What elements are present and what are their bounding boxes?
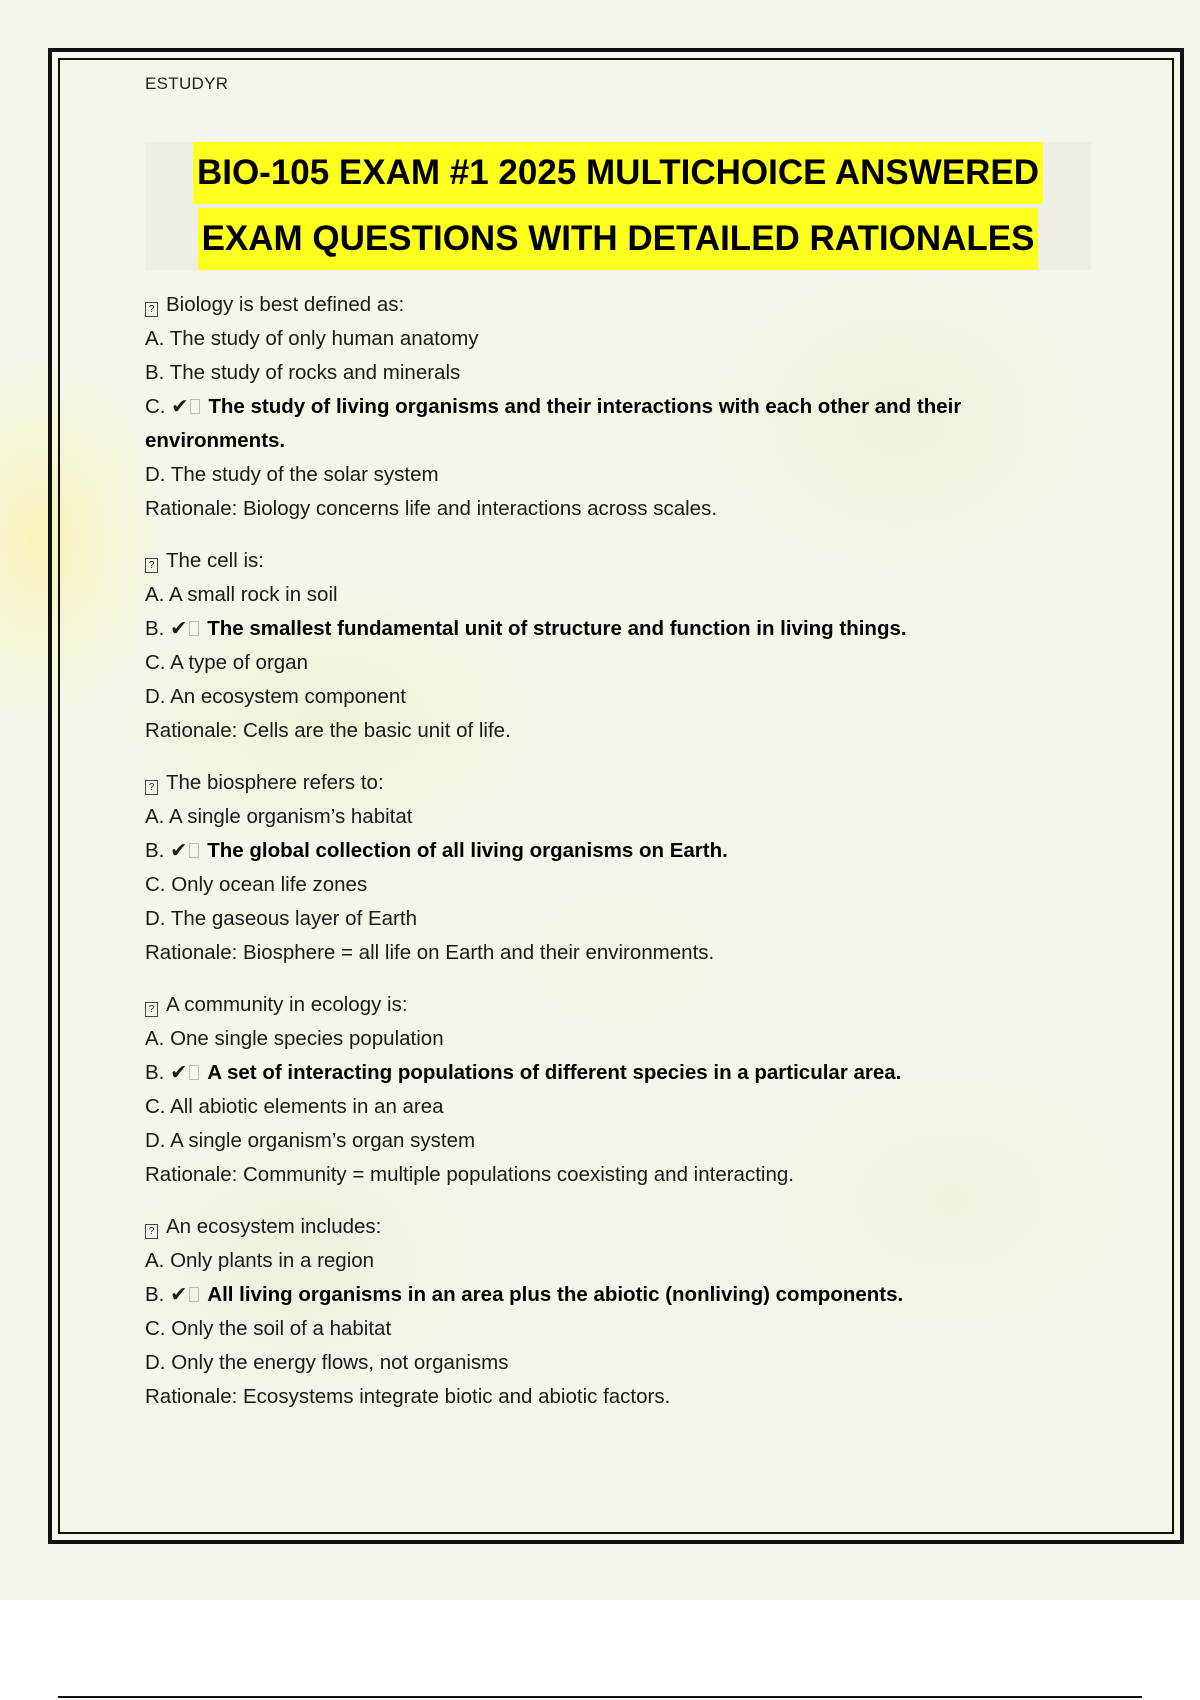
answer-option xyxy=(145,1346,1085,1380)
option-label: D. xyxy=(145,1129,166,1152)
option-text: Only the energy flows, not organisms xyxy=(171,1351,509,1374)
checkmark-icon: ✔ xyxy=(170,617,188,640)
question-list xyxy=(145,288,1085,1432)
question-block xyxy=(145,1210,1085,1414)
option-label: D. xyxy=(145,907,166,930)
option-text: An ecosystem component xyxy=(170,685,406,708)
rationale-text: Rationale: Community = multiple populations coexisting and interacting. xyxy=(145,1163,794,1186)
question-stem-text: The biosphere refers to: xyxy=(166,771,384,794)
brand-label: ESTUDYR xyxy=(145,74,229,93)
question-stem xyxy=(145,1210,1085,1244)
option-text: A type of organ xyxy=(170,651,308,674)
missing-glyph-icon xyxy=(189,1065,199,1080)
question-stem-text: Biology is best defined as: xyxy=(166,293,405,316)
option-label: C. xyxy=(145,873,166,896)
title-line-1: BIO-105 EXAM #1 2025 MULTICHOICE ANSWERED xyxy=(193,142,1043,204)
option-label: A. xyxy=(145,805,165,828)
option-text: One single species population xyxy=(170,1027,444,1050)
answer-option xyxy=(145,1022,1085,1056)
option-text: A single organism’s habitat xyxy=(168,805,413,828)
option-text: A single organism’s organ system xyxy=(170,1129,476,1152)
correct-answer-option xyxy=(145,834,1085,868)
rationale-text: Rationale: Biosphere = all life on Earth and their environments. xyxy=(145,941,715,964)
option-label: D. xyxy=(145,463,166,486)
option-label: C. xyxy=(145,395,166,418)
option-text: The study of the solar system xyxy=(170,463,439,486)
option-label: A. xyxy=(145,1249,165,1272)
correct-answer-option xyxy=(145,390,1085,458)
missing-glyph-icon xyxy=(189,621,199,636)
question-stem xyxy=(145,988,1085,1022)
option-text: Only ocean life zones xyxy=(171,873,368,896)
question-box-icon: ? xyxy=(145,558,158,573)
question-block xyxy=(145,988,1085,1192)
checkmark-icon: ✔ xyxy=(171,395,189,418)
answer-option xyxy=(145,578,1085,612)
option-text: A small rock in soil xyxy=(168,583,338,606)
option-text: The study of only human anatomy xyxy=(169,327,479,350)
rationale-text: Rationale: Biology concerns life and interactions across scales. xyxy=(145,497,718,520)
missing-glyph-icon xyxy=(189,1287,199,1302)
option-label: B. xyxy=(145,361,165,384)
option-label: A. xyxy=(145,327,165,350)
option-label: B. xyxy=(145,1283,165,1306)
question-block xyxy=(145,288,1085,526)
checkmark-icon: ✔ xyxy=(170,839,188,862)
missing-glyph-icon xyxy=(189,843,199,858)
option-label: B. xyxy=(145,617,165,640)
answer-option xyxy=(145,1244,1085,1278)
option-text: The study of rocks and minerals xyxy=(169,361,461,384)
correct-answer-option xyxy=(145,1278,1085,1312)
option-text: A set of interacting populations of different species in a particular area. xyxy=(207,1061,902,1084)
option-label: A. xyxy=(145,583,165,606)
rationale-text: Rationale: Ecosystems integrate biotic and abiotic factors. xyxy=(145,1385,671,1408)
question-stem-text: A community in ecology is: xyxy=(166,993,408,1016)
title-line-2: EXAM QUESTIONS WITH DETAILED RATIONALES xyxy=(198,208,1039,270)
option-text: The study of living organisms and their interactions with each other and their environments. xyxy=(145,395,962,452)
answer-option xyxy=(145,458,1085,492)
document-title xyxy=(145,142,1091,270)
answer-option xyxy=(145,1090,1085,1124)
question-box-icon: ? xyxy=(145,1002,158,1017)
question-stem xyxy=(145,288,1085,322)
question-box-icon: ? xyxy=(145,1224,158,1239)
option-label: D. xyxy=(145,685,166,708)
answer-option xyxy=(145,902,1085,936)
option-text: The global collection of all living organisms on Earth. xyxy=(207,839,728,862)
option-label: C. xyxy=(145,651,166,674)
answer-option xyxy=(145,868,1085,902)
question-stem xyxy=(145,544,1085,578)
checkmark-icon: ✔ xyxy=(170,1283,188,1306)
option-label: D. xyxy=(145,1351,166,1374)
option-text: The smallest fundamental unit of structure and function in living things. xyxy=(207,617,907,640)
checkmark-icon: ✔ xyxy=(170,1061,188,1084)
question-box-icon: ? xyxy=(145,780,158,795)
answer-option xyxy=(145,680,1085,714)
option-text: All abiotic elements in an area xyxy=(170,1095,444,1118)
option-label: C. xyxy=(145,1095,166,1118)
option-label: A. xyxy=(145,1027,165,1050)
option-label: B. xyxy=(145,839,165,862)
answer-option xyxy=(145,356,1085,390)
option-text: The gaseous layer of Earth xyxy=(170,907,417,930)
answer-option xyxy=(145,1124,1085,1158)
answer-option xyxy=(145,322,1085,356)
question-stem xyxy=(145,766,1085,800)
answer-option xyxy=(145,800,1085,834)
footer-rule xyxy=(58,1696,1142,1698)
answer-option xyxy=(145,646,1085,680)
option-text: All living organisms in an area plus the abiotic (nonliving) components. xyxy=(207,1283,904,1306)
question-stem-text: An ecosystem includes: xyxy=(166,1215,382,1238)
question-block xyxy=(145,766,1085,970)
question-stem-text: The cell is: xyxy=(166,549,264,572)
answer-option xyxy=(145,1312,1085,1346)
option-text: Only the soil of a habitat xyxy=(171,1317,392,1340)
missing-glyph-icon xyxy=(190,399,200,414)
question-box-icon: ? xyxy=(145,302,158,317)
correct-answer-option xyxy=(145,612,1085,646)
option-label: C. xyxy=(145,1317,166,1340)
option-text: Only plants in a region xyxy=(170,1249,375,1272)
question-block xyxy=(145,544,1085,748)
rationale-text: Rationale: Cells are the basic unit of life. xyxy=(145,719,511,742)
correct-answer-option xyxy=(145,1056,1085,1090)
option-label: B. xyxy=(145,1061,165,1084)
